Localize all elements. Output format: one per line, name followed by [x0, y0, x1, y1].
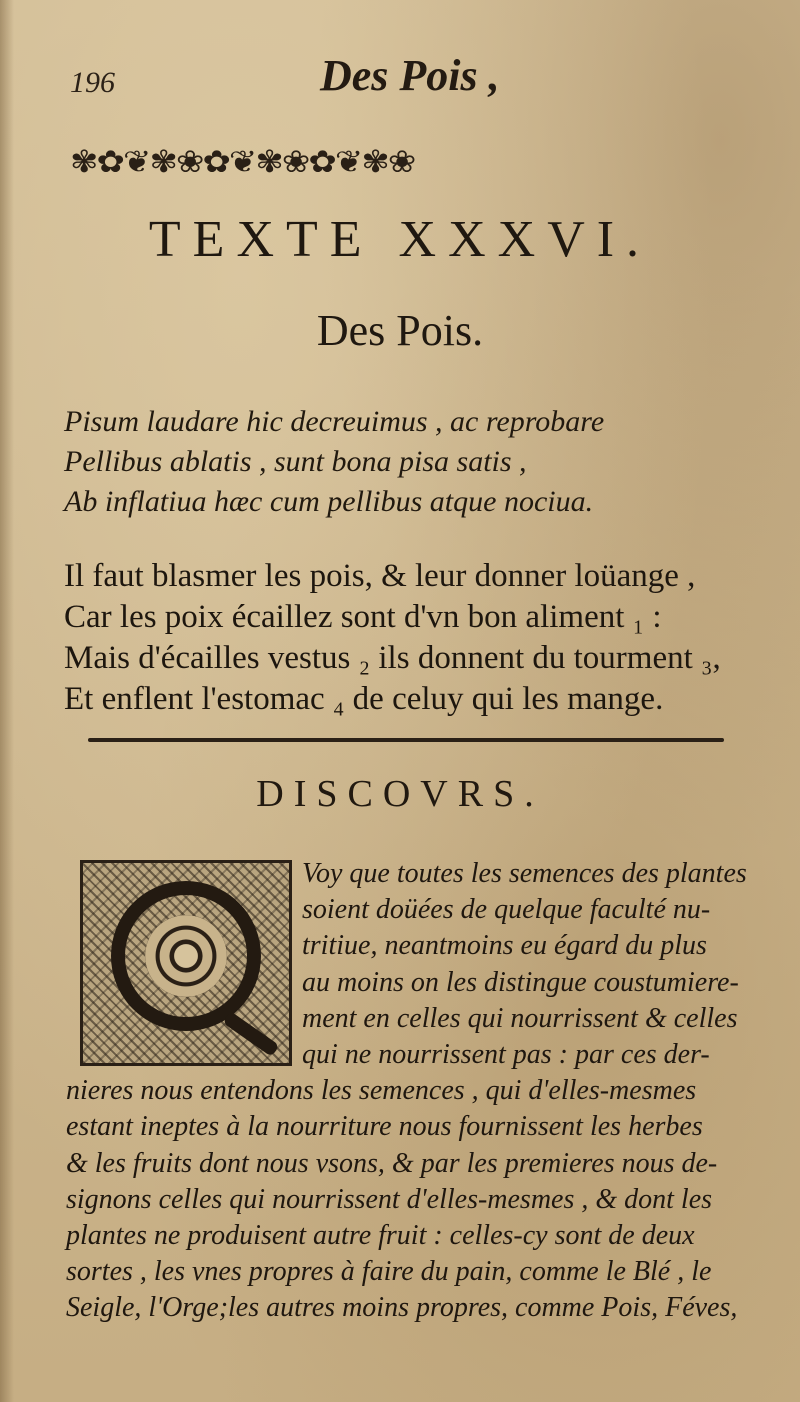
ornament-glyphs: ✾✿❦✾❀✿❦✾❀✿❦✾❀	[70, 144, 415, 180]
discours-title: DISCOVRS.	[256, 773, 544, 815]
running-title: Des Pois ,	[320, 51, 500, 100]
subtitle: Des Pois.	[316, 306, 484, 355]
horizontal-rule	[88, 738, 724, 742]
text-line: estant ineptes à la nourriture nous fournissent les herbes	[66, 1111, 703, 1143]
french-line: Mais d'écailles vestus ₂ ils donnent du tourment ₃,	[64, 640, 721, 676]
latin-line: Pellibus ablatis , sunt bona pisa satis ,	[64, 445, 527, 478]
text-line: soient doüées de quelque faculté nu-	[302, 894, 711, 926]
discours-text	[66, 856, 770, 1326]
page-number: 196	[70, 66, 115, 99]
text-line: plantes ne produisent autre fruit : celles-cy sont de deux	[66, 1219, 695, 1251]
section-title: TEXTE XXXVI.	[148, 211, 652, 268]
text-line: nieres nous entendons les semences , qui d'elles-mesmes	[66, 1075, 697, 1107]
text-line: & les fruits dont nous vsons, & par les premieres nous de-	[66, 1147, 718, 1179]
running-head	[0, 40, 800, 110]
french-line: Il faut blasmer les pois, & leur donner loüange ,	[64, 558, 696, 594]
latin-line: Ab inflatiua hæc cum pellibus atque nociua.	[64, 485, 594, 518]
text-line: sortes , les vnes propres à faire du pain, comme le Blé , le	[66, 1256, 712, 1288]
latin-line: Pisum laudare hic decreuimus , ac reprobare	[64, 405, 605, 438]
french-line: Et enflent l'estomac ₄ de celuy qui les mange.	[64, 681, 664, 717]
french-line: Car les poix écaillez sont d'vn bon aliment ₁ :	[64, 599, 662, 635]
text-line: Seigle, l'Orge;les autres moins propres, comme Pois, Féves,	[66, 1292, 738, 1324]
latin-verse	[64, 402, 754, 522]
text-line: ment en celles qui nourrissent & celles	[302, 1002, 738, 1034]
french-verse	[64, 556, 764, 720]
text-line: qui ne nourrissent pas : par ces der-	[302, 1038, 710, 1070]
text-line: signons celles qui nourrissent d'elles-mesmes , & dont les	[66, 1183, 713, 1215]
ornament-band	[70, 138, 756, 186]
text-line: tritiue, neantmoins eu égard du plus	[302, 930, 707, 962]
text-line: Voy que toutes les semences des plantes	[302, 858, 747, 889]
text-line: au moins on les distingue coustumiere-	[302, 966, 739, 998]
